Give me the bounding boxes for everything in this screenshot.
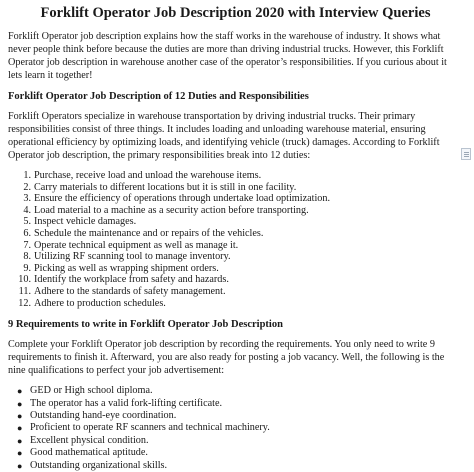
list-number: 12.: [18, 297, 31, 309]
list-item: [12, 182, 463, 194]
page-title: Forklift Operator Job Description 2020 with Interview Queries: [40, 5, 431, 21]
list-item: [12, 216, 463, 228]
intro-paragraph: Forklift Operator job description explains how the staff works in the warehouse of industry. It shows what never people think before because the duties are more than driving industrial trucks. However, this Forklift Operator job description in warehouse another case of the operator’s responsibilities. If you curious about it lets learn it together!: [8, 31, 447, 81]
bullet-icon: ●: [17, 398, 23, 409]
list-number: 8.: [23, 251, 31, 263]
list-item-text: Good mathematical aptitude.: [30, 447, 148, 459]
list-item-text: Load material to a machine as a security action before transporting.: [34, 204, 309, 216]
list-item-text: Adhere to production schedules.: [34, 297, 166, 309]
section-heading-duties: Forklift Operator Job Description of 12 Duties and Responsibilities: [8, 91, 309, 102]
list-item-text: Identify the workplace from safety and hazards.: [34, 274, 229, 286]
section-heading-requirements: 9 Requirements to write in Forklift Operator Job Description: [8, 319, 283, 331]
list-item-text: Purchase, receive load and unload the warehouse items.: [34, 170, 262, 181]
list-item: [8, 460, 463, 472]
list-item-text: Ensure the efficiency of operations through undertake load optimization.: [34, 193, 331, 205]
list-number: 5.: [23, 216, 31, 228]
list-item-text: Picking as well as wrapping shipment orders.: [34, 262, 219, 274]
qualifications-list: [8, 385, 463, 472]
list-number: 1.: [23, 170, 31, 181]
bullet-icon: ●: [17, 448, 23, 459]
list-item: [12, 251, 463, 263]
list-item-text: Proficient to operate RF scanners and technical machinery.: [30, 422, 270, 434]
bullet-icon: ●: [17, 423, 23, 434]
duties-list: [8, 170, 463, 309]
list-item: [12, 286, 463, 298]
list-item-text: GED or High school diploma.: [30, 385, 153, 397]
list-item-text: Inspect vehicle damages.: [34, 216, 137, 228]
list-item: [12, 263, 463, 275]
list-item-text: Outstanding hand-eye coordination.: [30, 409, 177, 421]
list-number: 3.: [23, 193, 31, 205]
list-item: [8, 410, 463, 422]
list-item: [12, 274, 463, 286]
list-item-text: Outstanding organizational skills.: [30, 459, 168, 471]
bullet-icon: ●: [17, 460, 23, 471]
list-item-text: The operator has a valid fork-lifting certificate.: [30, 397, 223, 409]
list-item: [12, 228, 463, 240]
list-item-text: Adhere to the standards of safety management.: [34, 285, 226, 297]
list-item: [12, 170, 463, 182]
duties-paragraph: Forklift Operators specialize in warehouse transportation by driving industrial trucks. Their primary responsibilities consist of three things. It includes loading and unloading warehouse material, ensuring operational efficiency by optimizing loads, and identifying vehicle (truck) damages. According to Forklift Operator job description, the primary responsibilities break into 12 duties:: [8, 111, 440, 161]
list-item: [8, 435, 463, 447]
list-item: [8, 447, 463, 459]
list-item-text: Utilizing RF scanning tool to manage inventory.: [34, 251, 231, 263]
list-item: [12, 205, 463, 217]
list-number: 4.: [23, 204, 31, 216]
list-item: [12, 193, 463, 205]
list-number: 6.: [23, 227, 31, 239]
list-number: 10.: [18, 274, 31, 286]
list-number: 11.: [18, 285, 31, 297]
list-item: [12, 240, 463, 252]
document-page: [8, 0, 463, 472]
list-number: 2.: [23, 181, 31, 193]
list-item-text: Excellent physical condition.: [30, 434, 149, 446]
list-item: [12, 298, 463, 310]
list-number: 7.: [23, 239, 31, 251]
list-item: [8, 385, 463, 397]
list-item-text: Schedule the maintenance and or repairs of the vehicles.: [34, 227, 264, 239]
list-item-text: Operate technical equipment as well as manage it.: [34, 239, 239, 251]
list-item: [8, 398, 463, 410]
list-item: [8, 422, 463, 434]
list-number: 9.: [23, 262, 31, 274]
bullet-icon: ●: [17, 410, 23, 421]
bullet-icon: ●: [17, 386, 23, 397]
document-icon[interactable]: [461, 148, 471, 160]
list-item-text: Carry materials to different locations but it is still in one facility.: [34, 181, 297, 193]
bullet-icon: ●: [17, 435, 23, 446]
requirements-paragraph: Complete your Forklift Operator job description by recording the requirements. You only need to write 9 requirements to finish it. Afterward, you are also ready for posting a job vacancy. Well, the following is the nine qualifications to perfect your job advertisement:: [8, 339, 445, 377]
